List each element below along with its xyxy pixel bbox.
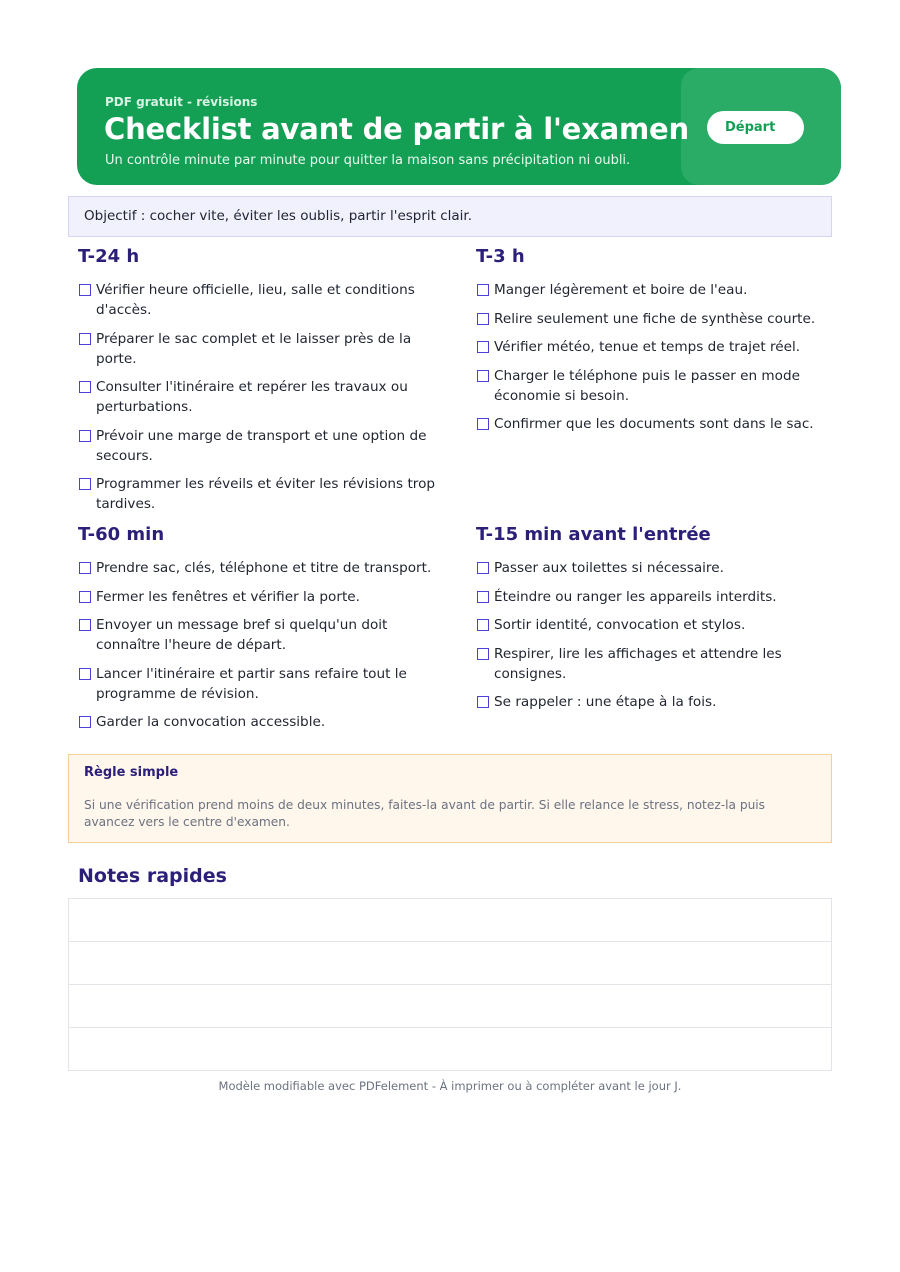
note-line[interactable] bbox=[69, 1028, 831, 1070]
checklist-item bbox=[78, 426, 448, 466]
checklist-item bbox=[476, 309, 846, 329]
checklist-item-label: Consulter l'itinéraire et repérer les travaux ou perturbations. bbox=[96, 379, 408, 415]
checklist-item-label: Passer aux toilettes si nécessaire. bbox=[494, 560, 724, 576]
depart-button[interactable]: Départ bbox=[707, 111, 804, 144]
checklist-item bbox=[78, 280, 448, 320]
checklist-item-label: Charger le téléphone puis le passer en mode économie si besoin. bbox=[494, 367, 800, 404]
section-title: T-60 min bbox=[78, 524, 165, 545]
checklist-item-label: Sortir identité, convocation et stylos. bbox=[494, 617, 746, 633]
checkbox[interactable] bbox=[79, 716, 91, 728]
checkbox[interactable] bbox=[79, 562, 91, 574]
checklist-item bbox=[476, 558, 846, 578]
header-kicker: PDF gratuit - révisions bbox=[105, 95, 258, 109]
checklist-item-label: Respirer, lire les affichages et attendre les consignes. bbox=[494, 645, 782, 682]
checklist-item bbox=[476, 280, 846, 300]
checkbox[interactable] bbox=[79, 430, 91, 442]
checklist-item bbox=[476, 337, 846, 357]
rule-title: Règle simple bbox=[84, 765, 179, 780]
checkbox[interactable] bbox=[79, 381, 91, 393]
checkbox[interactable] bbox=[79, 284, 91, 296]
section-title: T-3 h bbox=[476, 246, 525, 267]
checklist-item bbox=[78, 329, 448, 369]
checklist-item-label: Prévoir une marge de transport et une option de secours. bbox=[96, 427, 427, 464]
checklist-item-label: Préparer le sac complet et le laisser près de la porte. bbox=[96, 330, 412, 367]
section-t60min bbox=[78, 524, 448, 741]
section-t15min bbox=[476, 524, 846, 721]
checklist-item-label: Vérifier météo, tenue et temps de trajet réel. bbox=[494, 339, 801, 355]
checklist-item bbox=[78, 712, 448, 732]
checkbox[interactable] bbox=[79, 619, 91, 631]
rule-callout bbox=[68, 754, 832, 843]
checklist-item bbox=[476, 644, 846, 684]
checkbox[interactable] bbox=[477, 341, 489, 353]
section-title: T-24 h bbox=[78, 246, 140, 267]
page-subtitle: Un contrôle minute par minute pour quitter la maison sans précipitation ni oubli. bbox=[105, 153, 631, 168]
notes-area[interactable] bbox=[68, 898, 832, 1071]
checklist-item-label: Éteindre ou ranger les appareils interdits. bbox=[494, 588, 777, 605]
checklist-item bbox=[476, 587, 846, 607]
checklist-item-label: Manger légèrement et boire de l'eau. bbox=[494, 282, 748, 298]
checkbox[interactable] bbox=[477, 648, 489, 660]
header-banner bbox=[77, 68, 841, 185]
note-line[interactable] bbox=[69, 899, 831, 942]
checklist-item-label: Confirmer que les documents sont dans le sac. bbox=[494, 416, 814, 432]
checkbox[interactable] bbox=[79, 591, 91, 603]
checklist-item-label: Programmer les réveils et éviter les révisions trop tardives. bbox=[96, 476, 436, 512]
checklist-item-label: Fermer les fenêtres et vérifier la porte. bbox=[96, 588, 360, 605]
checklist-item bbox=[78, 474, 448, 514]
page-title: Checklist avant de partir à l'examen bbox=[104, 112, 689, 146]
section-title: T-15 min avant l'entrée bbox=[476, 524, 711, 545]
checklist-item bbox=[476, 692, 846, 712]
checklist-item bbox=[78, 377, 448, 417]
checklist-item bbox=[78, 558, 448, 578]
section-t24h bbox=[78, 246, 448, 523]
checklist-item bbox=[78, 664, 448, 704]
footer-note: Modèle modifiable avec PDFelement - À imprimer ou à compléter avant le jour J. bbox=[218, 1079, 682, 1093]
checklist-item-label: Vérifier heure officielle, lieu, salle et conditions d'accès. bbox=[96, 282, 415, 318]
notes-title: Notes rapides bbox=[78, 865, 227, 887]
checklist-item bbox=[78, 615, 448, 655]
checklist-item-label: Relire seulement une fiche de synthèse courte. bbox=[494, 310, 816, 327]
checklist-item-label: Lancer l'itinéraire et partir sans refaire tout le programme de révision. bbox=[96, 665, 407, 702]
checkbox[interactable] bbox=[477, 418, 489, 430]
rule-text: Si une vérification prend moins de deux minutes, faites-la avant de partir. Si elle relance le stress, notez-la puis avancez vers le centre d'examen. bbox=[84, 798, 766, 829]
checklist-item-label: Envoyer un message bref si quelqu'un doit connaître l'heure de départ. bbox=[96, 617, 388, 653]
checkbox[interactable] bbox=[477, 370, 489, 382]
checkbox[interactable] bbox=[79, 478, 91, 490]
checklist-item-label: Garder la convocation accessible. bbox=[96, 714, 326, 730]
section-t3h bbox=[476, 246, 846, 443]
objective-banner: Objectif : cocher vite, éviter les oublis, partir l'esprit clair. bbox=[68, 196, 832, 237]
checkbox[interactable] bbox=[477, 562, 489, 574]
checkbox[interactable] bbox=[79, 668, 91, 680]
note-line[interactable] bbox=[69, 942, 831, 985]
checkbox[interactable] bbox=[477, 284, 489, 296]
checkbox[interactable] bbox=[477, 619, 489, 631]
checklist-item bbox=[476, 414, 846, 434]
checklist-item-label: Se rappeler : une étape à la fois. bbox=[494, 694, 717, 710]
checklist-item-label: Prendre sac, clés, téléphone et titre de transport. bbox=[96, 560, 432, 576]
checklist-item bbox=[476, 366, 846, 406]
note-line[interactable] bbox=[69, 985, 831, 1028]
checkbox[interactable] bbox=[477, 313, 489, 325]
checkbox[interactable] bbox=[477, 591, 489, 603]
checkbox[interactable] bbox=[477, 696, 489, 708]
checklist-item bbox=[476, 615, 846, 635]
checklist-item bbox=[78, 587, 448, 607]
checkbox[interactable] bbox=[79, 333, 91, 345]
